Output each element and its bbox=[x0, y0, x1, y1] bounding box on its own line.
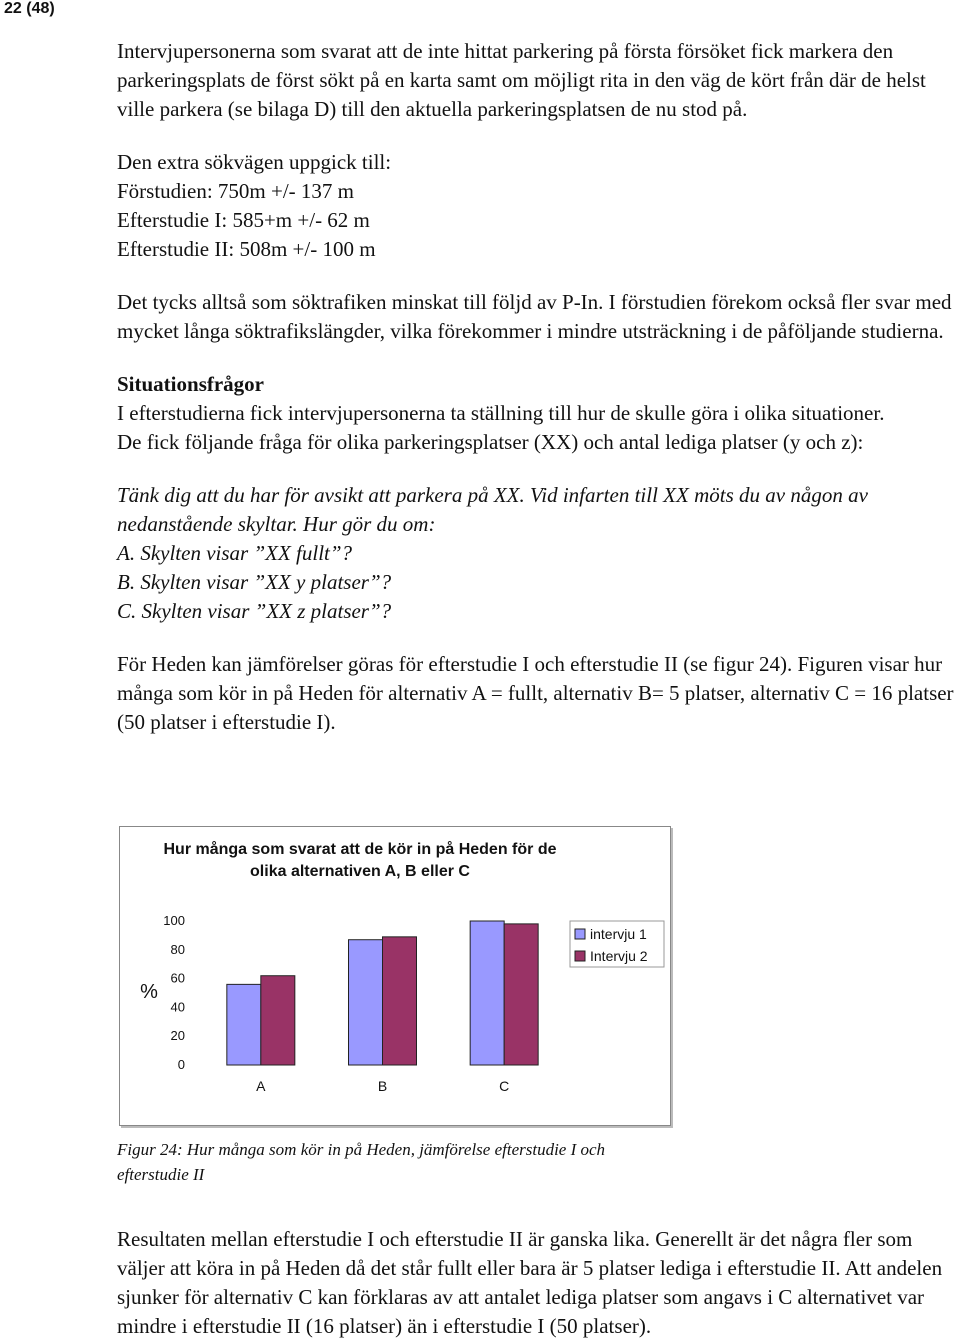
question-line-3: C. Skylten visar ”XX z platser”? bbox=[117, 599, 392, 623]
x-tick-label-c: C bbox=[499, 1078, 510, 1094]
main-content bbox=[117, 37, 960, 737]
question-line-0: Tänk dig att du har för avsikt att parkera på XX. Vid infarten till XX möts du av någon av nedanstående skyltar. Hur gör du om: bbox=[117, 483, 868, 536]
search-line-3: Efterstudie II: 508m +/- 100 m bbox=[117, 237, 376, 261]
situation-paragraph-1: I efterstudierna fick intervjupersonerna ta ställning till hur de skulle göra i olika situationer. bbox=[117, 401, 885, 425]
bar-b-series-1 bbox=[349, 940, 383, 1065]
y-tick-label-60: 60 bbox=[170, 970, 185, 986]
bar-a-series-1 bbox=[227, 984, 261, 1065]
bar-chart-svg bbox=[120, 827, 670, 1125]
legend-label-2: Intervju 2 bbox=[590, 948, 648, 964]
bar-c-series-1 bbox=[470, 921, 504, 1065]
search-line-0: Den extra sökvägen uppgick till: bbox=[117, 150, 392, 174]
legend-swatch-2 bbox=[575, 951, 585, 961]
heden-paragraph: För Heden kan jämförelser göras för efterstudie I och efterstudie II (se figur 24). Figuren visar hur många som kör in på Heden för alternativ A = fullt, alternativ B= 5 platser, alternativ C = 16 platser (50 platser i efterstudie I). bbox=[117, 652, 954, 734]
chart-title-line-1: Hur många som svarat att de kör in på Heden för de bbox=[163, 841, 557, 858]
page-number: 22 (48) bbox=[4, 0, 55, 17]
results-block bbox=[117, 1225, 960, 1341]
intro-paragraph: Intervjupersonerna som svarat att de inte hittat parkering på första försöket fick markera den parkeringsplats de först sökt på en karta samt om möjligt rita in den väg de kört från där de helst ville parkera (se bilaga D) till den aktuella parkeringsplatsen de nu stod på. bbox=[117, 39, 926, 121]
chart-title-line-2: olika alternativen A, B eller C bbox=[250, 863, 470, 880]
y-tick-label-20: 20 bbox=[170, 1028, 185, 1044]
question-line-2: B. Skylten visar ”XX y platser”? bbox=[117, 570, 392, 594]
y-axis-label: % bbox=[140, 981, 158, 1003]
conclusion-paragraph: Det tycks alltså som söktrafiken minskat till följd av P-In. I förstudien förekom också fler svar med mycket långa söktrafikslängder, vilka förekommer i mindre utsträckning i de påföljande studierna. bbox=[117, 290, 952, 343]
section-heading: Situationsfrågor bbox=[117, 372, 264, 396]
y-tick-label-0: 0 bbox=[177, 1057, 185, 1072]
bar-a-series-2 bbox=[261, 976, 295, 1065]
search-line-2: Efterstudie I: 585+m +/- 62 m bbox=[117, 208, 370, 232]
y-tick-label-40: 40 bbox=[170, 999, 185, 1015]
legend-swatch-1 bbox=[575, 929, 585, 939]
bar-b-series-2 bbox=[383, 937, 417, 1065]
figure-24-chart bbox=[119, 826, 671, 1126]
figure-caption: Figur 24: Hur många som kör in på Heden, jämförelse efterstudie I och efterstudie II bbox=[117, 1140, 606, 1184]
y-tick-label-100: 100 bbox=[163, 913, 185, 928]
search-line-1: Förstudien: 750m +/- 137 m bbox=[117, 179, 355, 203]
x-tick-label-a: A bbox=[256, 1078, 266, 1094]
results-paragraph: Resultaten mellan efterstudie I och efterstudie II är ganska lika. Generellt är det några fler som väljer att köra in på Heden då det står fullt eller bara är 5 platser lediga i efterstudie II. Att andelen sjunker för alternativ C kan förklaras av att antalet lediga platser som angavs i C alternativet var mindre i efterstudie II (16 platser) än i efterstudie I (50 platser). bbox=[117, 1227, 943, 1338]
y-tick-label-80: 80 bbox=[170, 941, 185, 957]
x-tick-label-b: B bbox=[377, 1078, 388, 1094]
legend-label-1: intervju 1 bbox=[590, 926, 647, 942]
search-distance-block bbox=[117, 148, 960, 264]
bar-c-series-2 bbox=[504, 924, 538, 1065]
question-line-1: A. Skylten visar ”XX fullt”? bbox=[117, 541, 353, 565]
question-block bbox=[117, 481, 960, 626]
situation-paragraph-2: De fick följande fråga för olika parkeringsplatser (XX) och antal lediga platser (y och z): bbox=[117, 430, 864, 454]
